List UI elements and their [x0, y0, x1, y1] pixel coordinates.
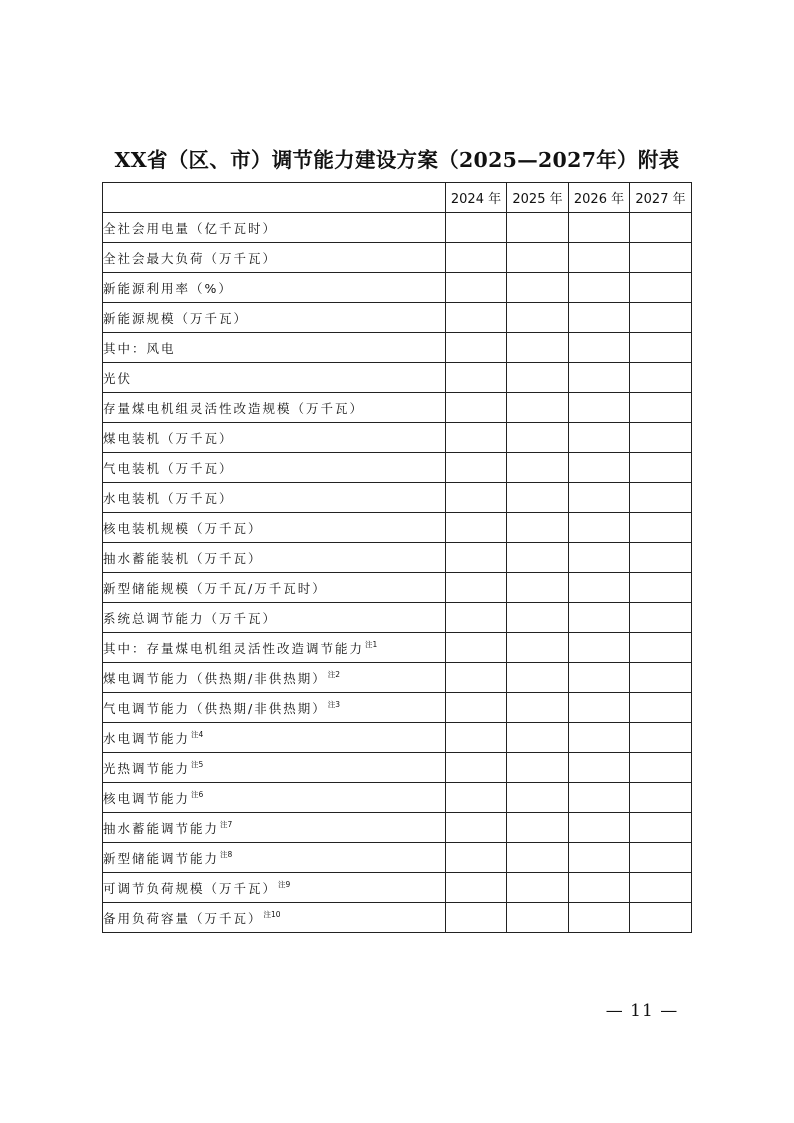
value-cell: [630, 543, 692, 573]
value-cell: [630, 873, 692, 903]
year-header: 2027 年: [630, 183, 692, 213]
value-cell: [446, 753, 507, 783]
row-label: 水电装机（万千瓦）: [103, 490, 234, 506]
row-label-cell: [103, 243, 446, 273]
footnote-marker: 注1: [365, 639, 378, 649]
value-cell: [630, 723, 692, 753]
footnote-marker: 注4: [191, 729, 204, 739]
value-cell: [630, 633, 692, 663]
row-label-cell: [103, 903, 446, 933]
value-cell: [569, 393, 630, 423]
value-cell: [569, 543, 630, 573]
value-cell: [630, 693, 692, 723]
table-row: [103, 723, 692, 753]
row-label-cell: [103, 273, 446, 303]
row-label-cell: [103, 213, 446, 243]
value-cell: [569, 303, 630, 333]
value-cell: [569, 363, 630, 393]
row-label-cell: [103, 483, 446, 513]
value-cell: [446, 813, 507, 843]
table-row: [103, 603, 692, 633]
value-cell: [446, 573, 507, 603]
value-cell: [446, 453, 507, 483]
row-label-cell: [103, 453, 446, 483]
row-label-cell: [103, 333, 446, 363]
value-cell: [507, 753, 569, 783]
value-cell: [569, 903, 630, 933]
value-cell: [446, 363, 507, 393]
value-cell: [630, 903, 692, 933]
value-cell: [630, 243, 692, 273]
value-cell: [446, 543, 507, 573]
table-row: [103, 903, 692, 933]
value-cell: [569, 423, 630, 453]
row-label-cell: [103, 513, 446, 543]
value-cell: [569, 663, 630, 693]
value-cell: [630, 603, 692, 633]
row-label: 气电调节能力（供热期/非供热期）: [103, 700, 327, 716]
footnote-marker: 注10: [263, 909, 281, 919]
value-cell: [446, 903, 507, 933]
value-cell: [446, 423, 507, 453]
table-row: [103, 303, 692, 333]
row-label: 煤电调节能力（供热期/非供热期）: [103, 670, 327, 686]
row-label: 新能源利用率（%）: [103, 280, 233, 296]
row-label: 全社会最大负荷（万千瓦）: [103, 250, 278, 266]
value-cell: [630, 213, 692, 243]
value-cell: [507, 633, 569, 663]
row-label: 存量煤电机组灵活性改造规模（万千瓦）: [103, 400, 365, 416]
row-label: 气电装机（万千瓦）: [103, 460, 234, 476]
value-cell: [446, 633, 507, 663]
row-label-cell: [103, 813, 446, 843]
document-title: XX省（区、市）调节能力建设方案（2025—2027年）附表: [114, 148, 680, 172]
year-header: 2025 年: [507, 183, 569, 213]
value-cell: [569, 483, 630, 513]
value-cell: [507, 393, 569, 423]
year-header: 2024 年: [446, 183, 507, 213]
value-cell: [446, 873, 507, 903]
footnote-marker: 注6: [191, 789, 204, 799]
value-cell: [507, 693, 569, 723]
table-row: [103, 663, 692, 693]
table-row: [103, 543, 692, 573]
value-cell: [507, 543, 569, 573]
value-cell: [507, 483, 569, 513]
value-cell: [569, 753, 630, 783]
table-row: [103, 783, 692, 813]
table-row: [103, 273, 692, 303]
row-label-cell: [103, 393, 446, 423]
row-label: 全社会用电量（亿千瓦时）: [103, 220, 278, 236]
value-cell: [446, 663, 507, 693]
value-cell: [630, 783, 692, 813]
value-cell: [507, 453, 569, 483]
row-label: 核电装机规模（万千瓦）: [103, 520, 263, 536]
value-cell: [569, 453, 630, 483]
row-label-cell: [103, 753, 446, 783]
footnote-marker: 注5: [191, 759, 204, 769]
value-cell: [446, 723, 507, 753]
value-cell: [630, 753, 692, 783]
footnote-marker: 注8: [220, 849, 233, 859]
value-cell: [507, 513, 569, 543]
row-label: 新型储能规模（万千瓦/万千瓦时）: [103, 580, 327, 596]
value-cell: [446, 603, 507, 633]
value-cell: [569, 243, 630, 273]
value-cell: [446, 333, 507, 363]
table-row: [103, 243, 692, 273]
value-cell: [446, 513, 507, 543]
row-label: 备用负荷容量（万千瓦）: [103, 910, 263, 926]
footnote-marker: 注3: [327, 699, 340, 709]
table-row: [103, 753, 692, 783]
row-label: 抽水蓄能装机（万千瓦）: [103, 550, 263, 566]
value-cell: [446, 213, 507, 243]
value-cell: [507, 213, 569, 243]
row-label-cell: [103, 663, 446, 693]
value-cell: [507, 573, 569, 603]
value-cell: [569, 273, 630, 303]
value-cell: [569, 843, 630, 873]
value-cell: [507, 663, 569, 693]
value-cell: [569, 573, 630, 603]
year-header: 2026 年: [569, 183, 630, 213]
value-cell: [630, 453, 692, 483]
row-label-cell: [103, 303, 446, 333]
row-label: 水电调节能力: [103, 730, 191, 746]
value-cell: [507, 873, 569, 903]
value-cell: [569, 783, 630, 813]
row-label: 核电调节能力: [103, 790, 191, 806]
row-label-cell: [103, 693, 446, 723]
row-label-cell: [103, 723, 446, 753]
value-cell: [507, 843, 569, 873]
table-row: [103, 453, 692, 483]
table-row: [103, 843, 692, 873]
row-label: 其中：风电: [103, 340, 176, 356]
row-label: 光热调节能力: [103, 760, 191, 776]
row-label-cell: [103, 603, 446, 633]
row-label: 可调节负荷规模（万千瓦）: [103, 880, 278, 896]
value-cell: [569, 693, 630, 723]
value-cell: [630, 423, 692, 453]
row-label-cell: [103, 783, 446, 813]
value-cell: [507, 303, 569, 333]
value-cell: [569, 603, 630, 633]
header-item-cell: [103, 183, 446, 213]
table-row: [103, 363, 692, 393]
value-cell: [569, 813, 630, 843]
value-cell: [507, 723, 569, 753]
table-row: [103, 693, 692, 723]
value-cell: [446, 273, 507, 303]
row-label-cell: [103, 363, 446, 393]
value-cell: [569, 723, 630, 753]
attachment-table: [102, 182, 692, 933]
value-cell: [630, 393, 692, 423]
value-cell: [446, 483, 507, 513]
value-cell: [507, 903, 569, 933]
footnote-marker: 注2: [327, 669, 340, 679]
value-cell: [630, 513, 692, 543]
row-label: 光伏: [103, 370, 133, 386]
row-label: 新型储能调节能力: [103, 850, 220, 866]
value-cell: [507, 363, 569, 393]
value-cell: [507, 243, 569, 273]
row-label: 煤电装机（万千瓦）: [103, 430, 234, 446]
table-row: [103, 423, 692, 453]
value-cell: [569, 333, 630, 363]
value-cell: [630, 273, 692, 303]
value-cell: [507, 603, 569, 633]
value-cell: [569, 513, 630, 543]
value-cell: [630, 663, 692, 693]
value-cell: [446, 393, 507, 423]
row-label-cell: [103, 423, 446, 453]
table-row: [103, 573, 692, 603]
table-row: [103, 333, 692, 363]
value-cell: [630, 363, 692, 393]
row-label: 系统总调节能力（万千瓦）: [103, 610, 278, 626]
footnote-marker: 注7: [220, 819, 233, 829]
table-header-row: [103, 183, 692, 213]
row-label-cell: [103, 543, 446, 573]
value-cell: [446, 693, 507, 723]
value-cell: [630, 573, 692, 603]
value-cell: [507, 423, 569, 453]
value-cell: [630, 483, 692, 513]
value-cell: [446, 843, 507, 873]
row-label-cell: [103, 633, 446, 663]
row-label-cell: [103, 873, 446, 903]
value-cell: [507, 273, 569, 303]
page-number: — 11 —: [605, 1001, 679, 1021]
value-cell: [630, 303, 692, 333]
row-label: 抽水蓄能调节能力: [103, 820, 220, 836]
footnote-marker: 注9: [278, 879, 291, 889]
table-row: [103, 813, 692, 843]
value-cell: [507, 813, 569, 843]
value-cell: [569, 633, 630, 663]
value-cell: [507, 783, 569, 813]
value-cell: [446, 783, 507, 813]
table-row: [103, 633, 692, 663]
row-label: 新能源规模（万千瓦）: [103, 310, 249, 326]
value-cell: [507, 333, 569, 363]
value-cell: [446, 303, 507, 333]
value-cell: [630, 843, 692, 873]
table-row: [103, 513, 692, 543]
table-row: [103, 873, 692, 903]
value-cell: [446, 243, 507, 273]
value-cell: [569, 873, 630, 903]
value-cell: [569, 213, 630, 243]
row-label: 其中：存量煤电机组灵活性改造调节能力: [103, 640, 365, 656]
table-row: [103, 213, 692, 243]
table-row: [103, 483, 692, 513]
table-row: [103, 393, 692, 423]
row-label-cell: [103, 843, 446, 873]
value-cell: [630, 333, 692, 363]
value-cell: [630, 813, 692, 843]
row-label-cell: [103, 573, 446, 603]
